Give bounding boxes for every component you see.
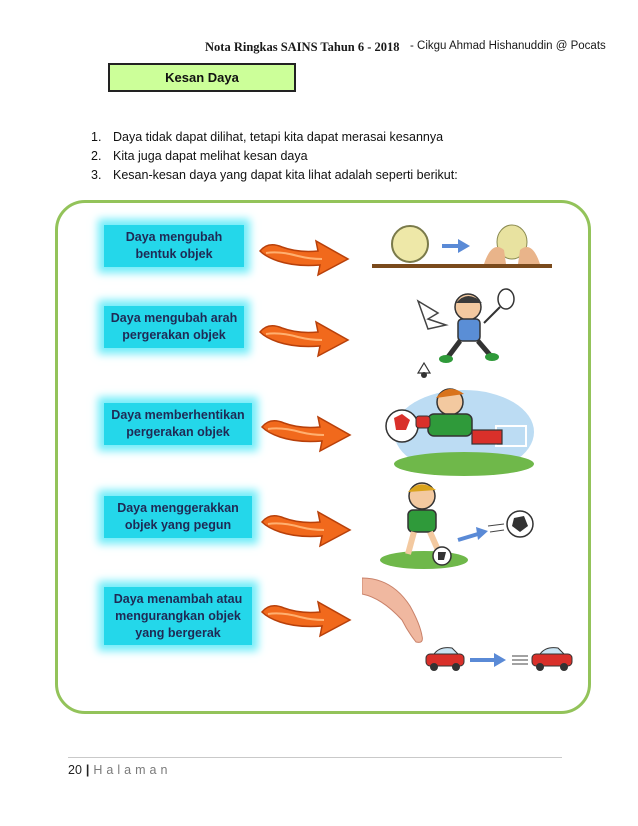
finger-pushing-toy-car-picture: [362, 572, 582, 672]
effect-label-speed-change: Daya menambah atau mengurangkan objek yang bergerak: [104, 587, 252, 645]
arrow-icon: [260, 508, 352, 548]
list-item: 1. Daya tidak dapat dilihat, tetapi kita dapat merasai kesannya: [91, 130, 444, 144]
effect-label-change-direction: Daya mengubah arah pergerakan objek: [104, 306, 244, 348]
footer-word: Halaman: [93, 763, 172, 777]
footer-divider: [68, 757, 562, 758]
arrow-icon: [260, 413, 352, 453]
arrow-icon: [260, 598, 352, 638]
header-author: - Cikgu Ahmad Hishanuddin @ Pocats: [410, 40, 606, 52]
ball-squashed-by-hands-picture: [372, 220, 552, 272]
list-item: 3. Kesan-kesan daya yang dapat kita lihat adalah seperti berikut:: [91, 168, 458, 182]
header-title: Nota Ringkas SAINS Tahun 6 - 2018: [205, 40, 400, 54]
boy-kicking-ball-picture: [380, 478, 540, 570]
intro-list: [91, 128, 458, 185]
arrow-icon: [258, 237, 350, 277]
goalkeeper-catching-ball-picture: [384, 378, 534, 478]
arrow-icon: [258, 318, 350, 358]
boy-hitting-shuttlecock-picture: [398, 285, 528, 385]
effect-label-change-shape: Daya mengubah bentuk objek: [104, 225, 244, 267]
effect-label-move-stationary: Daya menggerakkan objek yang pegun: [104, 496, 252, 538]
list-item: 2. Kita juga dapat melihat kesan daya: [91, 149, 308, 163]
effect-label-stop-motion: Daya memberhentikan pergerakan objek: [104, 403, 252, 445]
footer-separator: |: [85, 763, 90, 777]
footer: [68, 763, 171, 777]
page-number: 20: [68, 763, 82, 777]
section-title: Kesan Daya: [108, 63, 296, 92]
